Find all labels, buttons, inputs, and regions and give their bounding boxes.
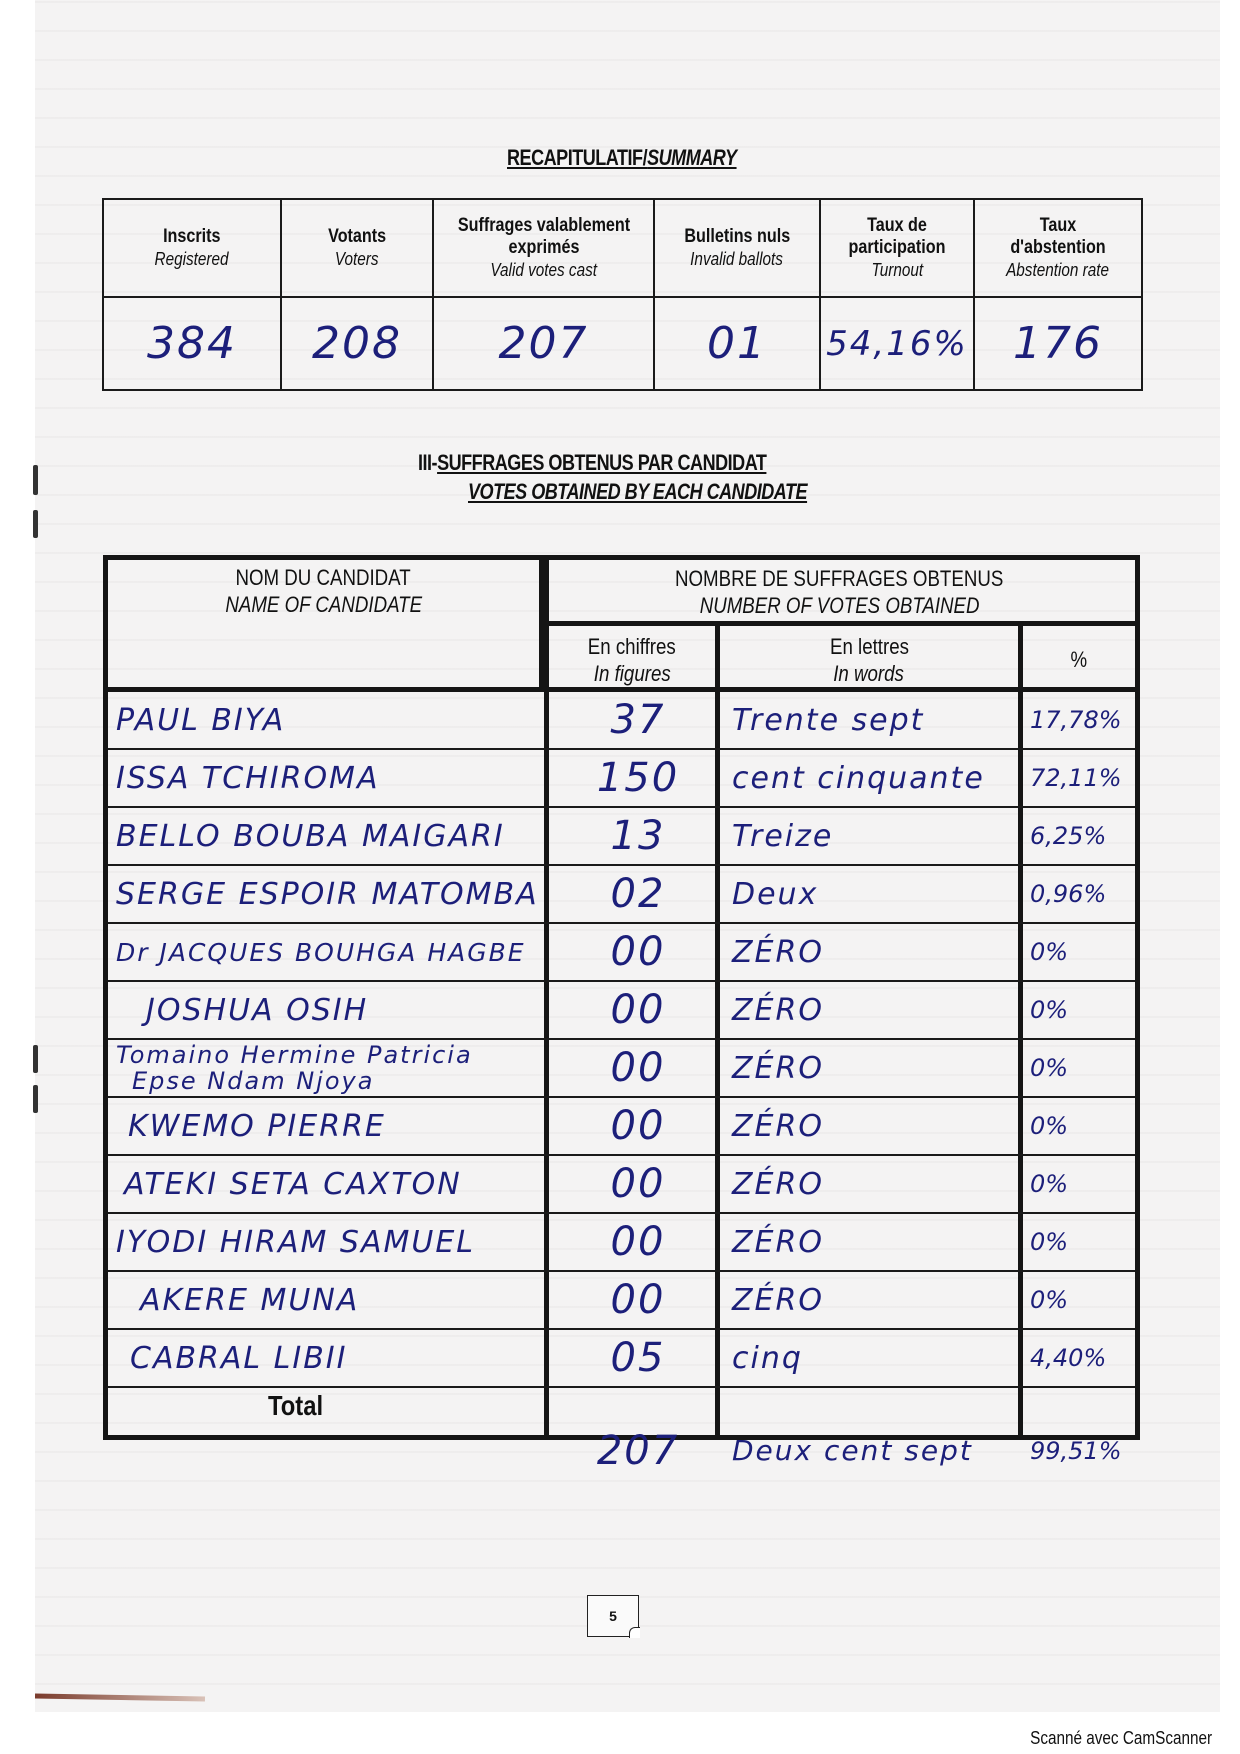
summary-title-fr: RECAPITULATIF/ — [507, 145, 648, 170]
total-percent: 99,51% — [1030, 1436, 1122, 1465]
table-row — [108, 1156, 1135, 1214]
bleed-through-text — [465, 103, 1115, 125]
votes-figures: 37 — [610, 697, 666, 743]
header-en: Voters — [335, 249, 379, 269]
summary-table — [102, 198, 1143, 391]
handwritten-value: 384 — [147, 318, 237, 369]
votes-percent: 0% — [1030, 1170, 1069, 1198]
votes-percent: 17,78% — [1030, 706, 1122, 734]
section-title-fr — [418, 450, 766, 476]
candidate-name: Tomaino Hermine Patricia — [116, 1041, 473, 1069]
votes-figures: 00 — [610, 1045, 666, 1091]
votes-words: ZÉRO — [732, 1108, 824, 1144]
handwritten-value: 176 — [1013, 318, 1103, 369]
votes-figures: 00 — [610, 929, 666, 975]
header-votes-obtained — [544, 560, 1135, 626]
candidate-name: ATEKI SETA CAXTON — [124, 1166, 462, 1202]
total-words: Deux cent sept — [732, 1434, 973, 1467]
votes-percent: 0% — [1030, 1228, 1069, 1256]
summary-header-turnout — [821, 200, 975, 298]
header-en: In figures — [593, 660, 671, 686]
candidate-name: IYODI HIRAM SAMUEL — [116, 1224, 476, 1260]
table-row — [108, 1272, 1135, 1330]
header-en: NUMBER OF VOTES OBTAINED — [699, 593, 980, 618]
header-fr: NOMBRE DE SUFFRAGES OBTENUS — [675, 566, 1004, 591]
table-row — [108, 808, 1135, 866]
table-row — [108, 866, 1135, 924]
votes-words: Treize — [732, 818, 834, 854]
candidate-name: PAUL BIYA — [116, 702, 286, 738]
scanned-page — [35, 0, 1220, 1712]
summary-header-valid-votes — [434, 200, 655, 298]
summary-title-en: SUMMARY — [647, 145, 737, 170]
votes-percent: 0% — [1030, 938, 1069, 966]
header-fr: NOM DU CANDIDAT — [235, 565, 412, 590]
votes-words: cinq — [732, 1340, 803, 1376]
header-fr: Taux d'abstention — [1010, 215, 1106, 258]
summary-header-abstention — [975, 200, 1141, 298]
table-row — [108, 1040, 1135, 1098]
votes-words: cent cinquante — [732, 760, 985, 796]
header-fr: En lettres — [829, 633, 909, 659]
candidate-name: SERGE ESPOIR MATOMBA — [116, 876, 539, 912]
header-fr: Votants — [327, 226, 387, 247]
votes-percent: 0% — [1030, 1112, 1069, 1140]
summary-value-registered — [104, 298, 282, 389]
total-figures: 207 — [596, 1427, 680, 1474]
header-fr: Suffrages valablement exprimés — [457, 215, 630, 258]
votes-figures: 13 — [610, 813, 666, 859]
table-row — [108, 692, 1135, 750]
votes-words: ZÉRO — [732, 992, 824, 1028]
handwritten-value: 01 — [707, 318, 767, 369]
candidate-name: JOSHUA OSIH — [146, 992, 369, 1028]
header-en: Abstention rate — [1006, 260, 1110, 280]
page-number — [587, 1595, 639, 1637]
votes-words: ZÉRO — [732, 934, 824, 970]
table-row — [108, 982, 1135, 1040]
candidate-name: CABRAL LIBII — [130, 1340, 348, 1376]
header-in-words — [720, 632, 1018, 692]
handwritten-value: 207 — [498, 318, 589, 369]
binder-mark — [33, 510, 38, 538]
votes-words: Deux — [732, 876, 819, 912]
votes-percent: 72,11% — [1030, 764, 1122, 792]
votes-figures: 00 — [610, 1277, 666, 1323]
votes-words: ZÉRO — [732, 1224, 824, 1260]
scanner-watermark: Scanné avec CamScanner — [1029, 1728, 1212, 1748]
table-row — [108, 1214, 1135, 1272]
votes-percent: 0% — [1030, 1054, 1069, 1082]
votes-figures: 150 — [596, 755, 680, 801]
candidate-name: KWEMO PIERRE — [128, 1108, 386, 1144]
section-title-en-text: VOTES OBTAINED BY EACH CANDIDATE — [468, 479, 808, 504]
page-number-text: 5 — [609, 1608, 617, 1624]
votes-words: ZÉRO — [732, 1166, 824, 1202]
votes-percent: 4,40% — [1030, 1344, 1107, 1372]
section-title-fr-text: SUFFRAGES OBTENUS PAR CANDIDAT — [437, 450, 767, 475]
votes-percent: 0% — [1030, 996, 1069, 1024]
candidate-name: ISSA TCHIROMA — [116, 760, 380, 796]
total-label: Total — [268, 1390, 324, 1421]
header-en: NAME OF CANDIDATE — [225, 592, 422, 617]
handwritten-value: 54,16% — [826, 323, 968, 364]
section-title-en — [468, 479, 807, 505]
table-row — [108, 1330, 1135, 1388]
votes-words: Trente sept — [732, 702, 925, 738]
handwritten-value: 208 — [312, 318, 402, 369]
candidate-rows — [108, 692, 1135, 1493]
summary-value-turnout — [821, 298, 975, 389]
summary-header-voters — [282, 200, 434, 298]
votes-percent: 0,96% — [1030, 880, 1107, 908]
votes-words: ZÉRO — [732, 1050, 824, 1086]
header-fr: En chiffres — [587, 633, 676, 659]
summary-value-valid-votes — [434, 298, 655, 389]
votes-words: ZÉRO — [732, 1282, 824, 1318]
section-prefix: III- — [418, 450, 438, 475]
header-en: Invalid ballots — [690, 249, 784, 269]
votes-figures: 00 — [610, 1161, 666, 1207]
summary-value-invalid-ballots — [655, 298, 821, 389]
votes-figures: 02 — [610, 871, 666, 917]
votes-figures: 00 — [610, 987, 666, 1033]
votes-figures: 00 — [610, 1219, 666, 1265]
total-row — [108, 1388, 1135, 1493]
candidate-name: BELLO BOUBA MAIGARI — [116, 818, 505, 854]
candidate-name-line2: Epse Ndam Njoya — [132, 1067, 375, 1095]
candidate-name: AKERE MUNA — [140, 1282, 360, 1318]
summary-value-voters — [282, 298, 434, 389]
header-en: Turnout — [871, 260, 923, 280]
header-candidate-name — [108, 560, 544, 692]
table-row — [108, 1098, 1135, 1156]
votes-percent: 0% — [1030, 1286, 1069, 1314]
votes-figures: 00 — [610, 1103, 666, 1149]
header-en: Valid votes cast — [490, 260, 597, 280]
candidates-table — [103, 555, 1140, 1474]
header-pct: % — [1070, 647, 1088, 672]
summary-value-abstention — [975, 298, 1141, 389]
header-in-figures — [549, 632, 715, 692]
binder-mark — [33, 1085, 38, 1113]
header-en: In words — [833, 660, 905, 686]
header-fr: Inscrits — [163, 226, 221, 247]
header-percent — [1023, 632, 1135, 692]
summary-title — [507, 145, 737, 171]
header-fr: Taux de participation — [848, 215, 946, 258]
table-row — [108, 924, 1135, 982]
summary-header-registered — [104, 200, 282, 298]
votes-figures: 05 — [610, 1335, 666, 1381]
header-en: Registered — [154, 249, 229, 269]
binder-mark — [33, 465, 38, 495]
candidate-name: Dr JACQUES BOUHGA HAGBE — [116, 937, 526, 967]
votes-percent: 6,25% — [1030, 822, 1107, 850]
summary-header-invalid-ballots — [655, 200, 821, 298]
header-fr: Bulletins nuls — [684, 226, 790, 247]
binder-mark — [33, 1045, 38, 1073]
table-row — [108, 750, 1135, 808]
